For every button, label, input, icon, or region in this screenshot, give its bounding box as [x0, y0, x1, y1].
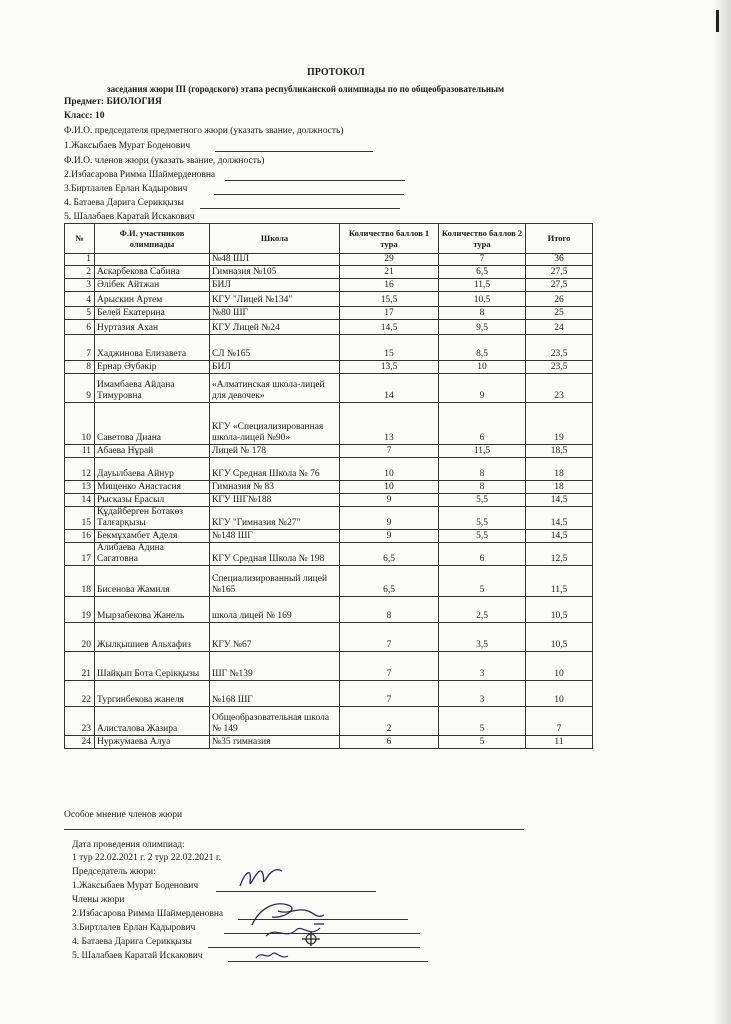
table-row: [65, 458, 593, 481]
total-score: 14,5: [526, 507, 593, 530]
total-score: 12,5: [526, 543, 593, 566]
round1-score: 9: [340, 507, 439, 530]
results-table: [64, 223, 593, 749]
participant-name: Белей Екатерина: [95, 307, 210, 320]
participant-name: Әлібек Айтжан: [95, 279, 210, 292]
page-edge-shadow: [713, 0, 731, 1024]
school-name: Гимназия №105: [210, 266, 340, 279]
member-line: 3.Биртлалев Ерлан Кадырович: [64, 184, 188, 194]
total-score: 25: [526, 307, 593, 320]
round1-score: 9: [340, 530, 439, 543]
row-number: 19: [65, 597, 95, 623]
total-score: 26: [526, 292, 593, 307]
round1-score: 13,5: [340, 361, 439, 374]
member-underline: [225, 180, 405, 181]
table-row: [65, 335, 593, 361]
participant-name: Арыскин Артем: [95, 292, 210, 307]
school-name: КГУ "Лицей №134": [210, 292, 340, 307]
participant-name: Хаджинова Елизавета: [95, 335, 210, 361]
row-number: 10: [65, 403, 95, 445]
col-header-number: №: [65, 224, 95, 254]
round2-score: 10,5: [439, 292, 526, 307]
round2-score: 8,5: [439, 335, 526, 361]
round1-score: 7: [340, 652, 439, 681]
total-score: 23,5: [526, 335, 593, 361]
school-name: БИЛ: [210, 361, 340, 374]
footer-members-label: Члены жюри: [72, 895, 125, 905]
col-header-school: Школа: [210, 224, 340, 254]
school-name: №48 ШЛ: [210, 254, 340, 266]
row-number: 8: [65, 361, 95, 374]
school-name: Гимназия № 83: [210, 481, 340, 494]
footer-member: 2.Избасарова Римма Шаймерденовна: [72, 909, 224, 919]
row-number: 23: [65, 707, 95, 736]
round2-score: 8: [439, 458, 526, 481]
school-name: ШГ №139: [210, 652, 340, 681]
school-name: Специализированный лицей №165: [210, 566, 340, 597]
row-number: 13: [65, 481, 95, 494]
table-row: [65, 320, 593, 335]
round1-score: 14: [340, 374, 439, 403]
total-score: 11: [526, 736, 593, 749]
round1-score: 14,5: [340, 320, 439, 335]
round-dates: 1 тур 22.02.2021 г. 2 тур 22.02.2021 г.: [72, 853, 222, 863]
col-header-name: Ф.И. участников олимпиады: [95, 224, 210, 254]
participant-name: Шайқып Бота Серікқызы: [95, 652, 210, 681]
row-number: 22: [65, 681, 95, 707]
school-name: СЛ №165: [210, 335, 340, 361]
row-number: 2: [65, 266, 95, 279]
round2-score: 5,5: [439, 494, 526, 507]
opinion-line: [64, 829, 524, 830]
table-row: [65, 445, 593, 458]
round2-score: 2,5: [439, 597, 526, 623]
round2-score: 9: [439, 374, 526, 403]
table-row: [65, 566, 593, 597]
scan-mark: [716, 10, 719, 32]
table-row: [65, 530, 593, 543]
round1-score: 6: [340, 736, 439, 749]
participant-name: Құдайберген Ботакөз Талғарқызы: [95, 507, 210, 530]
member-line: 4. Батаева Дарига Серикқызы: [64, 198, 184, 208]
round2-score: 11,5: [439, 445, 526, 458]
round1-score: 21: [340, 266, 439, 279]
round1-score: 6,5: [340, 566, 439, 597]
row-number: 11: [65, 445, 95, 458]
round1-score: 7: [340, 623, 439, 652]
school-name: «Алматинская школа-лицей для девочек»: [210, 374, 340, 403]
total-score: 14,5: [526, 530, 593, 543]
total-score: 23,5: [526, 361, 593, 374]
round1-score: 29: [340, 254, 439, 266]
chair-name: 1.Жаксыбаев Мурат Боденович: [64, 141, 191, 151]
row-number: 12: [65, 458, 95, 481]
chair-label: Ф.И.О. председателя предметного жюри (указать звание, должность): [64, 126, 344, 136]
table-row: [65, 266, 593, 279]
total-score: 18: [526, 481, 593, 494]
round1-score: 7: [340, 445, 439, 458]
signature-member-5: [252, 946, 292, 964]
doc-subject: Предмет: БИОЛОГИЯ: [64, 97, 162, 107]
total-score: 10: [526, 681, 593, 707]
total-score: 7: [526, 707, 593, 736]
round1-score: 17: [340, 307, 439, 320]
doc-subtitle: заседания жюри III (городского) этапа республиканской олимпиады по по общеобразовательным: [107, 84, 505, 94]
table-row: [65, 292, 593, 307]
round1-score: 9: [340, 494, 439, 507]
row-number: 6: [65, 320, 95, 335]
total-score: 10,5: [526, 597, 593, 623]
school-name: КГУ Лицей №24: [210, 320, 340, 335]
total-score: 18,5: [526, 445, 593, 458]
row-number: 1: [65, 254, 95, 266]
member-line: 5. Шалабаев Каратай Искакович: [64, 212, 195, 222]
total-score: 10: [526, 652, 593, 681]
round1-score: 10: [340, 481, 439, 494]
total-score: 24: [526, 320, 593, 335]
round2-score: 5,5: [439, 530, 526, 543]
table-row: [65, 374, 593, 403]
row-number: 18: [65, 566, 95, 597]
round2-score: 5,5: [439, 507, 526, 530]
round2-score: 6,5: [439, 266, 526, 279]
total-score: 19: [526, 403, 593, 445]
row-number: 16: [65, 530, 95, 543]
row-number: 3: [65, 279, 95, 292]
round2-score: 7: [439, 254, 526, 266]
signature-member-4: [296, 928, 326, 950]
special-opinion-label: Особое мнение членов жюри: [64, 810, 183, 820]
table-row: [65, 307, 593, 320]
participant-name: Имамбаева Айдана Тимуровна: [95, 374, 210, 403]
row-number: 21: [65, 652, 95, 681]
doc-title: ПРОТОКОЛ: [307, 67, 365, 78]
school-name: Общеобразовательная школа № 149: [210, 707, 340, 736]
table-row: [65, 507, 593, 530]
round2-score: 3,5: [439, 623, 526, 652]
participant-name: [95, 254, 210, 266]
round1-score: 10: [340, 458, 439, 481]
round2-score: 8: [439, 307, 526, 320]
footer-chair: 1.Жаксыбаев Мурат Боденович: [72, 881, 199, 891]
round1-score: 13: [340, 403, 439, 445]
table-header-row: [65, 224, 593, 254]
participant-name: Тургинбекова жанеля: [95, 681, 210, 707]
row-number: 24: [65, 736, 95, 749]
signature-chair: [236, 862, 286, 894]
round2-score: 11,5: [439, 279, 526, 292]
table-row: [65, 681, 593, 707]
row-number: 4: [65, 292, 95, 307]
school-name: КГУ "Гимназия №27": [210, 507, 340, 530]
round2-score: 3: [439, 652, 526, 681]
row-number: 9: [65, 374, 95, 403]
total-score: 10,5: [526, 623, 593, 652]
table-row: [65, 543, 593, 566]
round2-score: 6: [439, 403, 526, 445]
participant-name: Бисенова Жамиля: [95, 566, 210, 597]
col-header-round1: Количество баллов 1 тура: [340, 224, 439, 254]
school-name: школа лицей № 169: [210, 597, 340, 623]
round1-score: 15,5: [340, 292, 439, 307]
school-name: КГУ ШГ№188: [210, 494, 340, 507]
row-number: 15: [65, 507, 95, 530]
school-name: КГУ Средная Школа № 198: [210, 543, 340, 566]
round2-score: 3: [439, 681, 526, 707]
round2-score: 10: [439, 361, 526, 374]
round2-score: 5: [439, 736, 526, 749]
row-number: 7: [65, 335, 95, 361]
participant-name: Мищенко Анастасия: [95, 481, 210, 494]
row-number: 14: [65, 494, 95, 507]
row-number: 20: [65, 623, 95, 652]
participant-name: Ернар Әубәкір: [95, 361, 210, 374]
member-underline: [214, 194, 404, 195]
participant-name: Жылқышиев Альхафиз: [95, 623, 210, 652]
total-score: 23: [526, 374, 593, 403]
round2-score: 8: [439, 481, 526, 494]
table-row: [65, 736, 593, 749]
footer-chair-label: Председатель жюри:: [72, 867, 156, 877]
member-line: 2.Избасарова Римма Шаймерденовна: [64, 170, 216, 180]
footer-member: 4. Батаева Дарига Серикқызы: [72, 937, 192, 947]
footer-member: 5. Шалабаев Каратай Искакович: [72, 951, 203, 961]
participant-name: Алибаева Адина Сагатовна: [95, 543, 210, 566]
total-score: 18: [526, 458, 593, 481]
doc-class: Класс: 10: [64, 111, 105, 121]
participant-name: Бекмұхамбет Аделя: [95, 530, 210, 543]
round1-score: 7: [340, 681, 439, 707]
col-header-total: Итого: [526, 224, 593, 254]
round1-score: 8: [340, 597, 439, 623]
table-row: [65, 494, 593, 507]
school-name: Лицей № 178: [210, 445, 340, 458]
table-row: [65, 403, 593, 445]
round2-score: 5: [439, 707, 526, 736]
participant-name: Алисталова Жазира: [95, 707, 210, 736]
school-name: КГУ №67: [210, 623, 340, 652]
school-name: №80 ШГ: [210, 307, 340, 320]
round1-score: 16: [340, 279, 439, 292]
table-row: [65, 652, 593, 681]
round2-score: 9,5: [439, 320, 526, 335]
participant-name: Аскарбекова Сабина: [95, 266, 210, 279]
total-score: 14,5: [526, 494, 593, 507]
total-score: 11,5: [526, 566, 593, 597]
school-name: КГУ «Специализированная школа-лицей №90»: [210, 403, 340, 445]
school-name: №168 ШГ: [210, 681, 340, 707]
participant-name: Нуржумаева Алуа: [95, 736, 210, 749]
school-name: БИЛ: [210, 279, 340, 292]
col-header-round2: Количество баллов 2 тура: [439, 224, 526, 254]
participant-name: Дауылбаева Айнур: [95, 458, 210, 481]
table-row: [65, 279, 593, 292]
participant-name: Рысказы Ерасыл: [95, 494, 210, 507]
round1-score: 15: [340, 335, 439, 361]
round1-score: 6,5: [340, 543, 439, 566]
footer-member: 3.Биртлалев Ерлан Кадырович: [72, 923, 196, 933]
date-label: Дата проведения олимпиад:: [72, 840, 185, 850]
table-row: [65, 254, 593, 266]
table-row: [65, 707, 593, 736]
table-row: [65, 597, 593, 623]
participant-name: Абаева Нұрай: [95, 445, 210, 458]
member-underline: [200, 208, 400, 209]
round1-score: 2: [340, 707, 439, 736]
participant-name: Мырзабекова Жанель: [95, 597, 210, 623]
table-row: [65, 481, 593, 494]
row-number: 17: [65, 543, 95, 566]
round2-score: 5: [439, 566, 526, 597]
total-score: 27,5: [526, 266, 593, 279]
chair-underline: [215, 151, 373, 152]
table-row: [65, 623, 593, 652]
row-number: 5: [65, 307, 95, 320]
school-name: №35 гимназия: [210, 736, 340, 749]
round2-score: 6: [439, 543, 526, 566]
total-score: 36: [526, 254, 593, 266]
table-row: [65, 361, 593, 374]
school-name: КГУ Средная Школа № 76: [210, 458, 340, 481]
total-score: 27,5: [526, 279, 593, 292]
participant-name: Саветова Диана: [95, 403, 210, 445]
school-name: №148 ШГ: [210, 530, 340, 543]
members-label: Ф.И.О. членов жюри (указать звание, должность): [64, 156, 265, 166]
participant-name: Нуртазия Ахан: [95, 320, 210, 335]
